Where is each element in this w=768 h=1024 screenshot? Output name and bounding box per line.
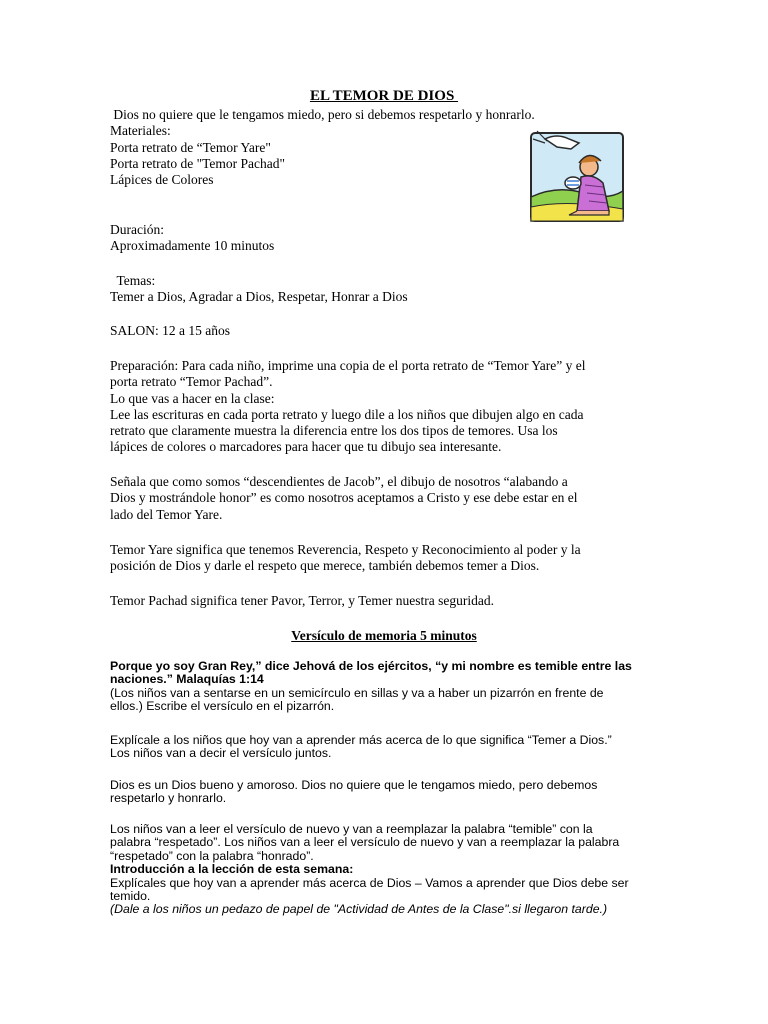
themes-heading: Temas: — [110, 273, 156, 288]
paragraph-line: Señala que como somos “descendientes de Jacob”, el dibujo de nosotros “alabando a — [110, 474, 568, 489]
document-title: EL TEMOR DE DIOS — [309, 88, 459, 104]
paragraph-line: Los niños van a leer el versículo de nuevo y van a reemplazar la palabra “temible” con la — [110, 822, 593, 836]
paragraph-line: Dios y mostrándole honor” es como nosotros aceptamos a Cristo y ese debe estar en el — [110, 490, 578, 506]
paragraph-line: “respetado” con la palabra “honrado”. — [110, 848, 314, 863]
paragraph-line: posición de Dios y darle el respeto que merece, también debemos temer a Dios. — [110, 558, 540, 574]
memory-verse-heading: Versículo de memoria 5 minutos — [291, 628, 477, 643]
salon-text: SALON: 12 a 15 años — [110, 323, 230, 338]
salon-line — [110, 323, 670, 339]
paragraph-line: Temor Yare significa que tenemos Reverencia, Respeto y Reconocimiento al poder y la — [110, 542, 581, 557]
themes-block — [110, 273, 670, 306]
paragraph-line: Explícale a los niños que hoy van a aprender más acerca de lo que significa “Temer a Dios.” — [110, 733, 612, 747]
materials-item: Porta retrato de “Temor Yare" — [110, 139, 271, 155]
themes-value: Temer a Dios, Agradar a Dios, Respetar, Honrar a Dios — [110, 289, 408, 305]
verse-line: Porque yo soy Gran Rey,” dice Jehová de los ejércitos, “y mi nombre es temible entre las — [110, 659, 632, 673]
what-to-do-line: lápices de colores o marcadores para hacer que tu dibujo sea interesante. — [110, 439, 502, 455]
paragraph-line: (Los niños van a sentarse en un semicírculo en sillas y va a haber un pizarrón en frente de — [110, 686, 604, 700]
hand-praying-figure-illustration — [527, 127, 627, 225]
paragraph-line: ellos.) Escribe el versículo en el pizarrón. — [110, 699, 335, 714]
good-god-paragraph — [110, 779, 670, 806]
preparation-line: porta retrato “Temor Pachad”. — [110, 374, 273, 390]
reread-paragraph — [110, 823, 670, 917]
paragraph-line: Temor Pachad significa tener Pavor, Terror, y Temer nuestra seguridad. — [110, 593, 494, 608]
what-to-do-line: Lee las escrituras en cada porta retrato y luego dile a los niños que dibujen algo en cada — [110, 406, 584, 422]
materials-item: Lápices de Colores — [110, 172, 214, 188]
duration-heading: Duración: — [110, 222, 164, 237]
jacob-paragraph — [110, 474, 670, 523]
pachad-paragraph — [110, 593, 670, 609]
paragraph-line: Los niños van a decir el versículo juntos. — [110, 746, 332, 761]
paragraph-line: lado del Temor Yare. — [110, 506, 223, 522]
lesson-intro-note: (Dale a los niños un pedazo de papel de "Actividad de Antes de la Clase".si llegaron tarde.) — [110, 902, 608, 917]
preparation-line: Preparación: Para cada niño, imprime una copia de el porta retrato de “Temor Yare” y el — [110, 358, 586, 373]
yare-paragraph — [110, 542, 670, 575]
preparation-block — [110, 358, 670, 456]
verse-line: naciones.” Malaquías 1:14 — [110, 672, 264, 687]
paragraph-line: Explícales que hoy van a aprender más acerca de Dios – Vamos a aprender que Dios debe ser — [110, 875, 629, 890]
what-to-do-heading: Lo que vas a hacer en la clase: — [110, 390, 275, 406]
verse-note — [110, 687, 670, 714]
intro-text: Dios no quiere que le tengamos miedo, pero si debemos respetarlo y honrarlo. — [110, 107, 535, 122]
what-to-do-line: retrato que claramente muestra la diferencia entre los dos tipos de temores. Usa los — [110, 423, 558, 439]
paragraph-line: respetarlo y honrarlo. — [110, 791, 227, 806]
duration-value: Aproximadamente 10 minutos — [110, 238, 275, 254]
paragraph-line: palabra “respetado”. Los niños van a leer el versículo de nuevo y van a reemplazar la palabra — [110, 835, 620, 850]
paragraph-line: temido. — [110, 889, 151, 904]
explain-paragraph — [110, 734, 670, 761]
paragraph-line: Dios es un Dios bueno y amoroso. Dios no quiere que le tengamos miedo, pero debemos — [110, 778, 598, 792]
lesson-intro-heading: Introducción a la lección de esta semana: — [110, 862, 354, 877]
verse-block — [110, 660, 670, 687]
materials-heading: Materiales: — [110, 123, 171, 139]
materials-item: Porta retrato de "Temor Pachad" — [110, 155, 286, 171]
duration-block — [110, 222, 670, 255]
